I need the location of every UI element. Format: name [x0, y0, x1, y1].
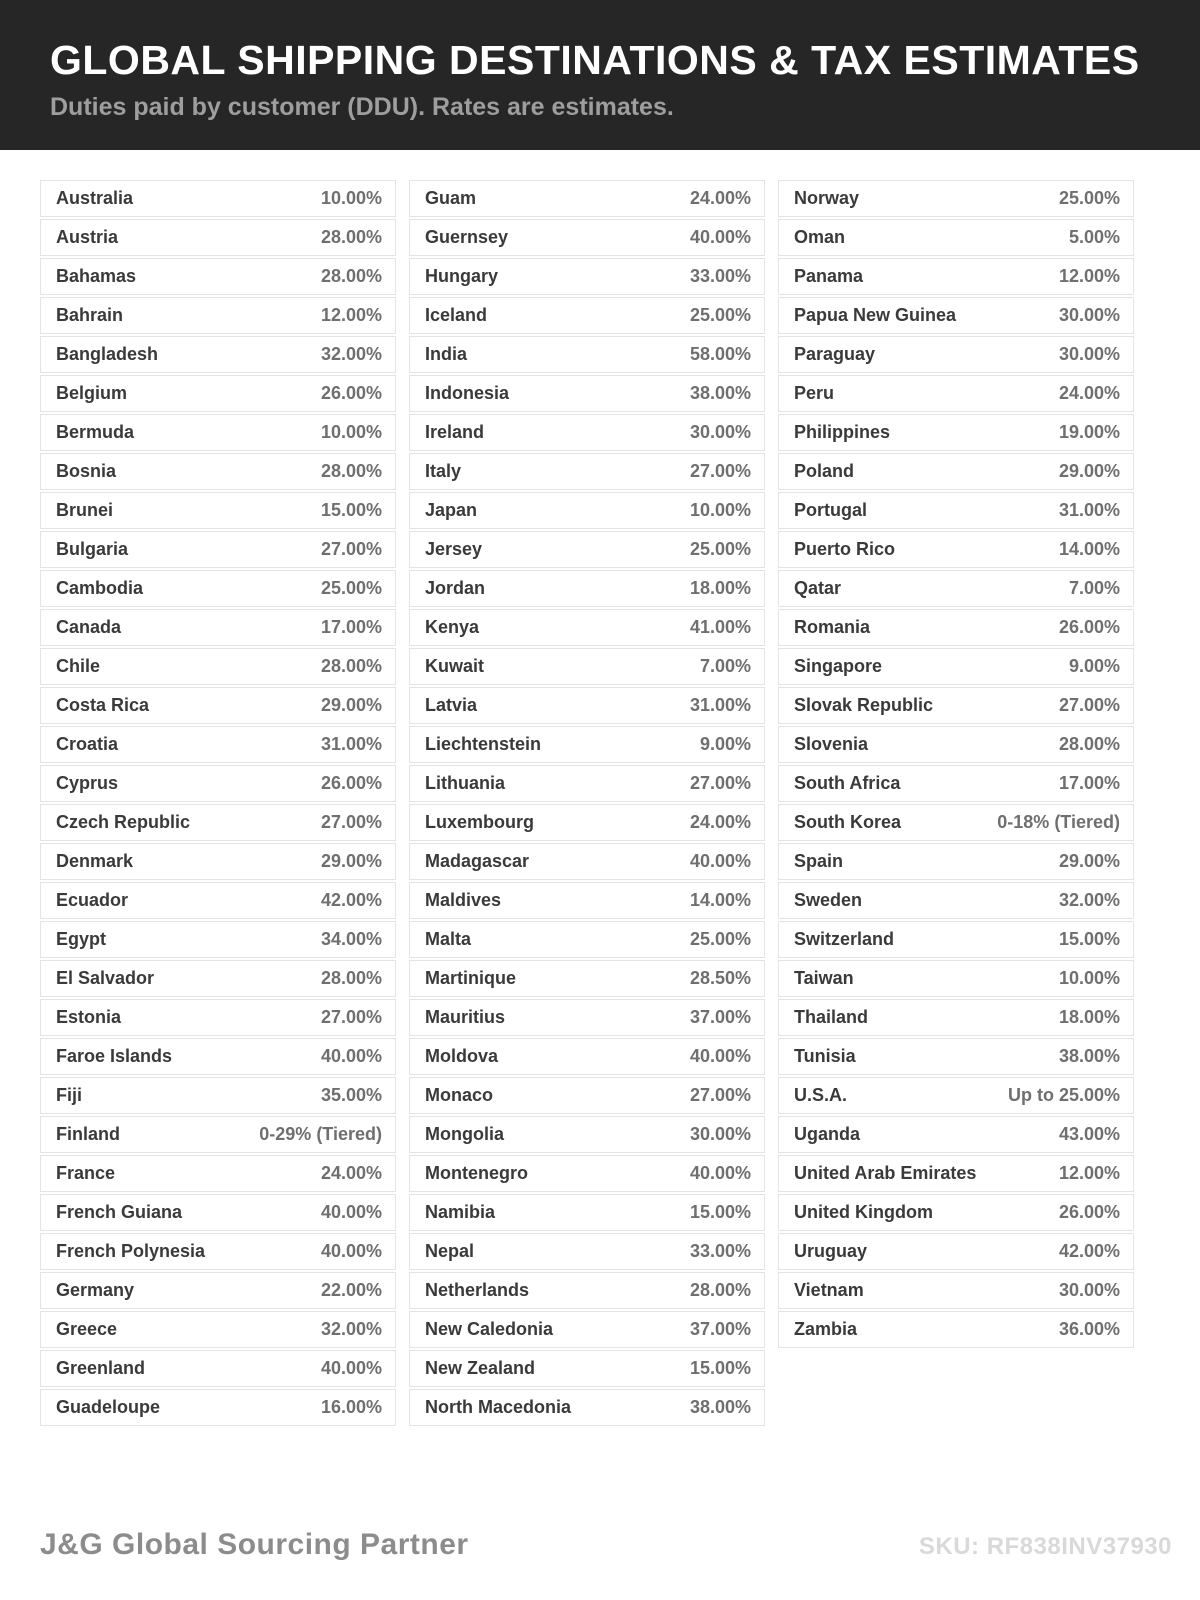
- tax-rate: 40.00%: [689, 1046, 751, 1066]
- table-row: [778, 960, 1134, 997]
- country-name: Singapore: [794, 656, 883, 676]
- country-name: Bahamas: [56, 266, 137, 286]
- tax-rate: 40.00%: [320, 1241, 382, 1261]
- tax-rate: 29.00%: [320, 695, 382, 715]
- table-row: [409, 1233, 765, 1270]
- table-row: [409, 960, 765, 997]
- table-row: [409, 1389, 765, 1426]
- tax-rate: 27.00%: [320, 539, 382, 559]
- table-row: [40, 1116, 396, 1153]
- tax-rate: 30.00%: [689, 1124, 751, 1144]
- tax-rate: 7.00%: [699, 656, 751, 676]
- country-name: Panama: [794, 266, 864, 286]
- table-row: [40, 1311, 396, 1348]
- table-row: [40, 570, 396, 607]
- table-row: [40, 765, 396, 802]
- tax-rate: Up to 25.00%: [1007, 1085, 1120, 1105]
- table-row: [40, 921, 396, 958]
- country-name: Ireland: [425, 422, 485, 442]
- table-row: [40, 1272, 396, 1309]
- tax-rate: 31.00%: [1058, 500, 1120, 520]
- country-name: Monaco: [425, 1085, 494, 1105]
- tax-rate: 30.00%: [689, 422, 751, 442]
- tax-rate: 25.00%: [689, 929, 751, 949]
- country-name: Kuwait: [425, 656, 485, 676]
- country-name: Guam: [425, 188, 477, 208]
- page-title: GLOBAL SHIPPING DESTINATIONS & TAX ESTIMATES: [50, 36, 1140, 83]
- tax-rate: 29.00%: [1058, 851, 1120, 871]
- tax-rate: 25.00%: [689, 539, 751, 559]
- table-row: [40, 843, 396, 880]
- table-row: [778, 609, 1134, 646]
- country-name: Qatar: [794, 578, 842, 598]
- country-name: Martinique: [425, 968, 517, 988]
- country-name: Germany: [56, 1280, 135, 1300]
- country-name: Czech Republic: [56, 812, 191, 832]
- country-name: Guadeloupe: [56, 1397, 161, 1417]
- tax-rate: 43.00%: [1058, 1124, 1120, 1144]
- tax-rate: 37.00%: [689, 1007, 751, 1027]
- country-name: Italy: [425, 461, 462, 481]
- tax-rate: 14.00%: [1058, 539, 1120, 559]
- country-name: Sweden: [794, 890, 863, 910]
- tax-rate: 27.00%: [320, 812, 382, 832]
- tax-rate: 27.00%: [320, 1007, 382, 1027]
- country-name: Taiwan: [794, 968, 854, 988]
- tax-rate: 10.00%: [1058, 968, 1120, 988]
- tax-rate: 12.00%: [320, 305, 382, 325]
- country-name: Nepal: [425, 1241, 475, 1261]
- table-row: [778, 492, 1134, 529]
- country-name: Peru: [794, 383, 835, 403]
- tax-rate: 31.00%: [320, 734, 382, 754]
- country-name: Finland: [56, 1124, 120, 1144]
- tax-rate: 32.00%: [1058, 890, 1120, 910]
- tax-rate: 9.00%: [699, 734, 751, 754]
- table-row: [409, 570, 765, 607]
- table-row: [409, 258, 765, 295]
- tax-rate: 19.00%: [1058, 422, 1120, 442]
- table-row: [409, 336, 765, 373]
- country-name: U.S.A.: [794, 1085, 848, 1105]
- country-name: Zambia: [794, 1319, 858, 1339]
- tax-rate: 58.00%: [689, 344, 751, 364]
- country-name: New Zealand: [425, 1358, 536, 1378]
- tax-rate: 12.00%: [1058, 266, 1120, 286]
- country-name: Austria: [56, 227, 119, 247]
- country-name: Greece: [56, 1319, 118, 1339]
- country-name: Canada: [56, 617, 122, 637]
- table-row: [778, 999, 1134, 1036]
- country-name: Romania: [794, 617, 871, 637]
- country-name: South Korea: [794, 812, 902, 832]
- table-row: [409, 687, 765, 724]
- table-row: [778, 297, 1134, 334]
- tax-rate: 40.00%: [689, 227, 751, 247]
- country-name: French Guiana: [56, 1202, 183, 1222]
- tax-rate: 25.00%: [689, 305, 751, 325]
- table-row: [778, 1194, 1134, 1231]
- table-row: [778, 375, 1134, 412]
- table-row: [409, 297, 765, 334]
- tax-rate: 31.00%: [689, 695, 751, 715]
- tax-rate: 30.00%: [1058, 344, 1120, 364]
- table-row: [40, 1194, 396, 1231]
- tax-rate: 26.00%: [320, 383, 382, 403]
- country-name: Denmark: [56, 851, 134, 871]
- country-name: Madagascar: [425, 851, 530, 871]
- country-name: Ecuador: [56, 890, 129, 910]
- table-row: [778, 1038, 1134, 1075]
- tax-rate: 27.00%: [1058, 695, 1120, 715]
- country-name: Uganda: [794, 1124, 861, 1144]
- table-row: [409, 1194, 765, 1231]
- tax-rate: 26.00%: [1058, 617, 1120, 637]
- tax-rate: 24.00%: [689, 812, 751, 832]
- tax-rate: 26.00%: [320, 773, 382, 793]
- country-name: Hungary: [425, 266, 499, 286]
- country-name: Chile: [56, 656, 101, 676]
- table-row: [778, 1077, 1134, 1114]
- table-row: [778, 180, 1134, 217]
- table-row: [409, 453, 765, 490]
- footer: [40, 1528, 1172, 1562]
- tax-rate: 5.00%: [1068, 227, 1120, 247]
- tax-rate: 27.00%: [689, 773, 751, 793]
- country-name: Montenegro: [425, 1163, 528, 1183]
- table-column: [409, 180, 765, 1428]
- country-name: Iceland: [425, 305, 488, 325]
- table-column: [778, 180, 1134, 1350]
- table-row: [409, 921, 765, 958]
- country-name: Fiji: [56, 1085, 82, 1105]
- tax-rate: 27.00%: [689, 1085, 751, 1105]
- country-name: Jersey: [425, 539, 483, 559]
- table-row: [778, 804, 1134, 841]
- country-name: Faroe Islands: [56, 1046, 173, 1066]
- table-row: [409, 1350, 765, 1387]
- tax-rate: 34.00%: [320, 929, 382, 949]
- tax-rate: 17.00%: [320, 617, 382, 637]
- table-row: [409, 1038, 765, 1075]
- table-row: [409, 1116, 765, 1153]
- tax-rate: 37.00%: [689, 1319, 751, 1339]
- tax-rate: 28.00%: [689, 1280, 751, 1300]
- tax-rate: 14.00%: [689, 890, 751, 910]
- table-row: [778, 726, 1134, 763]
- country-name: Poland: [794, 461, 855, 481]
- tax-rate: 22.00%: [320, 1280, 382, 1300]
- country-name: Norway: [794, 188, 860, 208]
- tax-rate: 24.00%: [1058, 383, 1120, 403]
- tax-rate: 38.00%: [689, 1397, 751, 1417]
- tax-rate: 40.00%: [689, 851, 751, 871]
- table-row: [40, 336, 396, 373]
- country-name: Liechtenstein: [425, 734, 542, 754]
- country-name: Namibia: [425, 1202, 496, 1222]
- tax-rate: 16.00%: [320, 1397, 382, 1417]
- country-name: Cyprus: [56, 773, 119, 793]
- table-row: [778, 765, 1134, 802]
- table-row: [409, 1311, 765, 1348]
- tax-rate: 28.00%: [320, 227, 382, 247]
- table-row: [778, 921, 1134, 958]
- tax-rate: 28.00%: [320, 968, 382, 988]
- table-row: [778, 648, 1134, 685]
- tax-rate: 25.00%: [1058, 188, 1120, 208]
- tax-rate: 24.00%: [689, 188, 751, 208]
- country-name: Maldives: [425, 890, 502, 910]
- table-row: [40, 726, 396, 763]
- table-row: [778, 570, 1134, 607]
- tax-rate: 42.00%: [1058, 1241, 1120, 1261]
- table-row: [409, 1155, 765, 1192]
- tax-rate: 30.00%: [1058, 305, 1120, 325]
- table-row: [778, 687, 1134, 724]
- country-name: Egypt: [56, 929, 107, 949]
- table-row: [409, 999, 765, 1036]
- country-name: Tunisia: [794, 1046, 856, 1066]
- table-row: [40, 531, 396, 568]
- table-row: [409, 843, 765, 880]
- table-row: [40, 1155, 396, 1192]
- country-name: Netherlands: [425, 1280, 530, 1300]
- tax-rate: 26.00%: [1058, 1202, 1120, 1222]
- tax-rate: 0-29% (Tiered): [259, 1124, 382, 1144]
- tax-rate: 41.00%: [689, 617, 751, 637]
- country-name: Bulgaria: [56, 539, 129, 559]
- tax-rate: 25.00%: [320, 578, 382, 598]
- country-name: Slovak Republic: [794, 695, 934, 715]
- country-name: Brunei: [56, 500, 114, 520]
- table-row: [40, 1233, 396, 1270]
- country-name: Mongolia: [425, 1124, 504, 1144]
- country-name: Uruguay: [794, 1241, 868, 1261]
- table-row: [778, 531, 1134, 568]
- country-name: Malta: [425, 929, 472, 949]
- country-name: Slovenia: [794, 734, 869, 754]
- table-row: [40, 180, 396, 217]
- country-name: Latvia: [425, 695, 478, 715]
- table-row: [778, 1155, 1134, 1192]
- table-row: [409, 375, 765, 412]
- tax-rate: 28.00%: [320, 461, 382, 481]
- table-row: [40, 375, 396, 412]
- sku-label: SKU: RF838INV37930: [918, 1533, 1172, 1560]
- table-row: [778, 1233, 1134, 1270]
- rates-table: [40, 180, 1134, 1428]
- country-name: United Arab Emirates: [794, 1163, 977, 1183]
- country-name: French Polynesia: [56, 1241, 206, 1261]
- table-row: [778, 1311, 1134, 1348]
- country-name: Bangladesh: [56, 344, 159, 364]
- tax-rate: 28.00%: [320, 656, 382, 676]
- tax-rate: 18.00%: [1058, 1007, 1120, 1027]
- tax-rate: 32.00%: [320, 344, 382, 364]
- table-row: [778, 453, 1134, 490]
- header-banner: [0, 0, 1200, 150]
- tax-rate: 24.00%: [320, 1163, 382, 1183]
- country-name: France: [56, 1163, 116, 1183]
- table-row: [409, 609, 765, 646]
- tax-rate: 33.00%: [689, 266, 751, 286]
- country-name: Luxembourg: [425, 812, 535, 832]
- country-name: Lithuania: [425, 773, 505, 793]
- tax-rate: 38.00%: [1058, 1046, 1120, 1066]
- table-row: [778, 219, 1134, 256]
- country-name: Kenya: [425, 617, 480, 637]
- table-row: [409, 648, 765, 685]
- country-name: United Kingdom: [794, 1202, 933, 1222]
- table-row: [409, 726, 765, 763]
- table-row: [409, 1272, 765, 1309]
- country-name: India: [425, 344, 468, 364]
- tax-rate: 28.00%: [1058, 734, 1120, 754]
- tax-rate: 15.00%: [1058, 929, 1120, 949]
- table-row: [40, 414, 396, 451]
- table-row: [40, 297, 396, 334]
- tax-rate: 15.00%: [689, 1358, 751, 1378]
- country-name: Papua New Guinea: [794, 305, 957, 325]
- table-row: [778, 1272, 1134, 1309]
- table-row: [409, 414, 765, 451]
- table-row: [40, 1350, 396, 1387]
- table-row: [40, 609, 396, 646]
- country-name: Jordan: [425, 578, 486, 598]
- tax-rate: 7.00%: [1068, 578, 1120, 598]
- table-row: [40, 219, 396, 256]
- tax-rate: 15.00%: [689, 1202, 751, 1222]
- country-name: Croatia: [56, 734, 119, 754]
- tax-rate: 36.00%: [1058, 1319, 1120, 1339]
- table-row: [40, 960, 396, 997]
- table-row: [40, 648, 396, 685]
- table-row: [409, 492, 765, 529]
- table-row: [40, 258, 396, 295]
- country-name: Indonesia: [425, 383, 510, 403]
- table-row: [778, 843, 1134, 880]
- country-name: Philippines: [794, 422, 891, 442]
- table-row: [409, 180, 765, 217]
- tax-rate: 15.00%: [320, 500, 382, 520]
- table-row: [40, 687, 396, 724]
- tax-rate: 28.00%: [320, 266, 382, 286]
- table-row: [409, 219, 765, 256]
- tax-rate: 18.00%: [689, 578, 751, 598]
- country-name: Switzerland: [794, 929, 895, 949]
- table-row: [40, 1389, 396, 1426]
- tax-rate: 0-18% (Tiered): [997, 812, 1120, 832]
- tax-rate: 10.00%: [320, 188, 382, 208]
- country-name: El Salvador: [56, 968, 155, 988]
- table-row: [40, 1077, 396, 1114]
- tax-rate: 40.00%: [320, 1202, 382, 1222]
- country-name: Bosnia: [56, 461, 117, 481]
- tax-rate: 38.00%: [689, 383, 751, 403]
- country-name: Thailand: [794, 1007, 869, 1027]
- table-row: [40, 804, 396, 841]
- table-row: [409, 531, 765, 568]
- tax-rate: 35.00%: [320, 1085, 382, 1105]
- country-name: Bahrain: [56, 305, 124, 325]
- page-subtitle: Duties paid by customer (DDU). Rates are estimates.: [50, 92, 674, 121]
- country-name: Costa Rica: [56, 695, 150, 715]
- country-name: Vietnam: [794, 1280, 864, 1300]
- tax-rate: 29.00%: [1058, 461, 1120, 481]
- country-name: South Africa: [794, 773, 901, 793]
- country-name: North Macedonia: [425, 1397, 572, 1417]
- country-name: Australia: [56, 188, 134, 208]
- tax-rate: 40.00%: [689, 1163, 751, 1183]
- country-name: Estonia: [56, 1007, 122, 1027]
- table-row: [778, 336, 1134, 373]
- table-row: [40, 453, 396, 490]
- table-row: [778, 1116, 1134, 1153]
- table-row: [40, 882, 396, 919]
- country-name: Cambodia: [56, 578, 144, 598]
- tax-rate: 28.50%: [689, 968, 751, 988]
- tax-rate: 10.00%: [320, 422, 382, 442]
- country-name: Portugal: [794, 500, 868, 520]
- tax-rate: 40.00%: [320, 1358, 382, 1378]
- tax-rate: 17.00%: [1058, 773, 1120, 793]
- table-row: [409, 882, 765, 919]
- country-name: New Caledonia: [425, 1319, 554, 1339]
- brand-name: J&G Global Sourcing Partner: [40, 1528, 469, 1561]
- tax-rate: 42.00%: [320, 890, 382, 910]
- table-row: [40, 1038, 396, 1075]
- country-name: Japan: [425, 500, 478, 520]
- country-name: Moldova: [425, 1046, 499, 1066]
- tax-rate: 32.00%: [320, 1319, 382, 1339]
- country-name: Bermuda: [56, 422, 135, 442]
- table-row: [778, 414, 1134, 451]
- country-name: Puerto Rico: [794, 539, 896, 559]
- tax-rate: 10.00%: [689, 500, 751, 520]
- table-row: [40, 999, 396, 1036]
- tax-rate: 27.00%: [689, 461, 751, 481]
- country-name: Paraguay: [794, 344, 876, 364]
- country-name: Mauritius: [425, 1007, 506, 1027]
- country-name: Belgium: [56, 383, 128, 403]
- country-name: Oman: [794, 227, 846, 247]
- country-name: Guernsey: [425, 227, 509, 247]
- table-row: [778, 882, 1134, 919]
- table-row: [409, 765, 765, 802]
- tax-rate: 40.00%: [320, 1046, 382, 1066]
- tax-rate: 33.00%: [689, 1241, 751, 1261]
- country-name: Greenland: [56, 1358, 146, 1378]
- tax-rate: 9.00%: [1068, 656, 1120, 676]
- table-row: [778, 258, 1134, 295]
- table-column: [40, 180, 396, 1428]
- tax-rate: 29.00%: [320, 851, 382, 871]
- table-row: [40, 492, 396, 529]
- country-name: Spain: [794, 851, 844, 871]
- tax-rate: 30.00%: [1058, 1280, 1120, 1300]
- tax-rate: 12.00%: [1058, 1163, 1120, 1183]
- table-row: [409, 1077, 765, 1114]
- table-row: [409, 804, 765, 841]
